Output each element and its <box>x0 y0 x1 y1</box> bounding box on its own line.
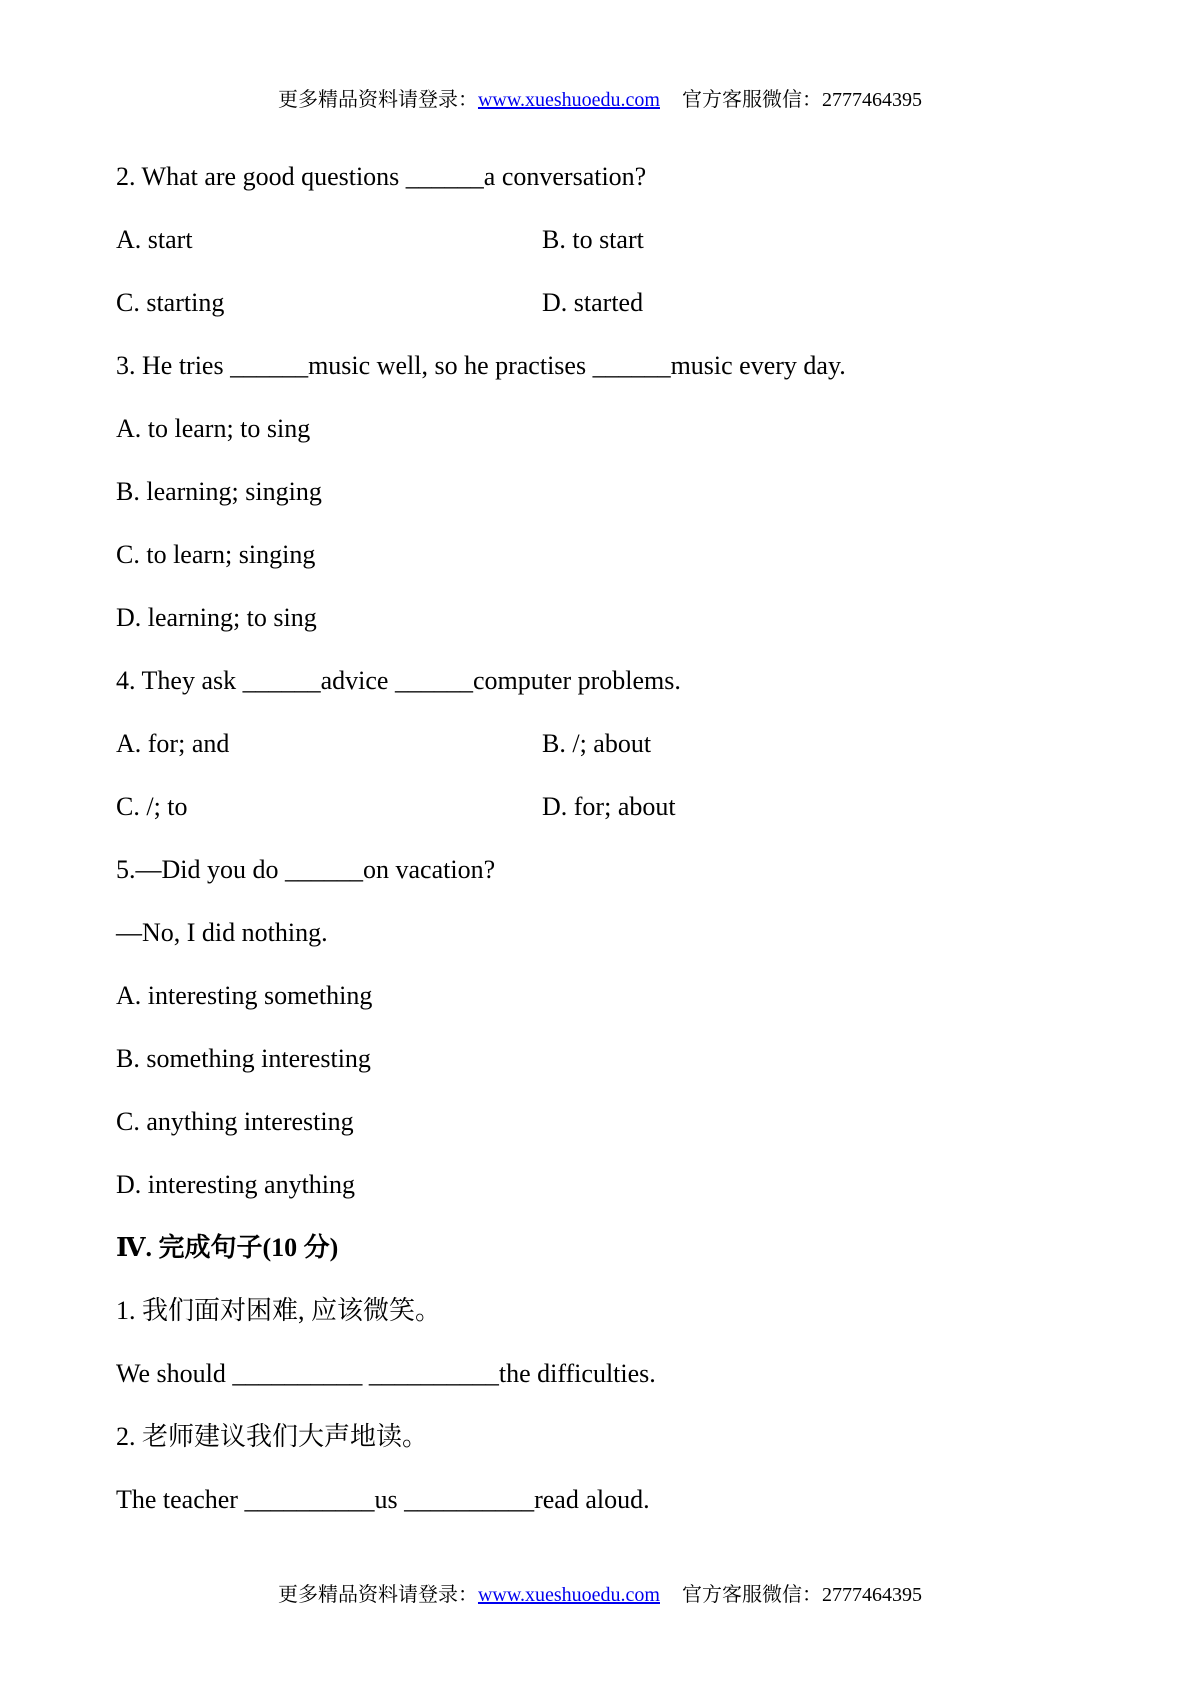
question-4-stem: 4. They ask ______advice ______computer problems. <box>116 666 681 695</box>
section-4-item-2-chinese: 2. 老师建议我们大声地读。 <box>116 1422 429 1451</box>
question-2-option-d: D. started <box>542 288 644 317</box>
question-4-option-b: B. /; about <box>542 729 652 758</box>
page-footer <box>0 1581 1200 1609</box>
question-5-reply: —No, I did nothing. <box>116 918 328 947</box>
footer-prefix: 更多精品资料请登录： <box>277 1584 478 1606</box>
question-5-option-d: D. interesting anything <box>116 1170 356 1199</box>
question-4-option-d: D. for; about <box>542 792 676 821</box>
footer-website-link[interactable]: www.xueshuoedu.com <box>477 1584 660 1606</box>
section-4-item-1-chinese: 1. 我们面对困难, 应该微笑。 <box>116 1296 442 1325</box>
question-3-option-d: D. learning; to sing <box>116 603 317 632</box>
question-5-option-b: B. something interesting <box>116 1044 371 1073</box>
question-5-option-a: A. interesting something <box>116 981 373 1010</box>
header-prefix: 更多精品资料请登录： <box>277 89 478 111</box>
question-3-option-c: C. to learn; singing <box>116 540 316 569</box>
header-website-link[interactable]: www.xueshuoedu.com <box>477 89 660 111</box>
header-wechat: 官方客服微信：2777464395 <box>682 89 922 111</box>
question-5-option-c: C. anything interesting <box>116 1107 354 1136</box>
question-2-option-c: C. starting <box>116 288 225 317</box>
section-4-title: Ⅳ. 完成句子(10 分) <box>116 1233 339 1262</box>
question-2-stem: 2. What are good questions ______a conversation? <box>116 162 647 191</box>
question-5-stem: 5.—Did you do ______on vacation? <box>116 855 496 884</box>
question-2-option-b: B. to start <box>542 225 644 254</box>
question-2-option-a: A. start <box>116 225 193 254</box>
footer-wechat: 官方客服微信：2777464395 <box>682 1584 922 1606</box>
section-4-item-2-english: The teacher __________us __________read aloud. <box>116 1485 650 1514</box>
question-3-option-b: B. learning; singing <box>116 477 322 506</box>
page-header <box>0 86 1200 114</box>
question-4-option-a: A. for; and <box>116 729 230 758</box>
question-4-option-c: C. /; to <box>116 792 188 821</box>
section-4-item-1-english: We should __________ __________the difficulties. <box>116 1359 656 1388</box>
question-3-option-a: A. to learn; to sing <box>116 414 311 443</box>
question-3-stem: 3. He tries ______music well, so he practises ______music every day. <box>116 351 846 380</box>
